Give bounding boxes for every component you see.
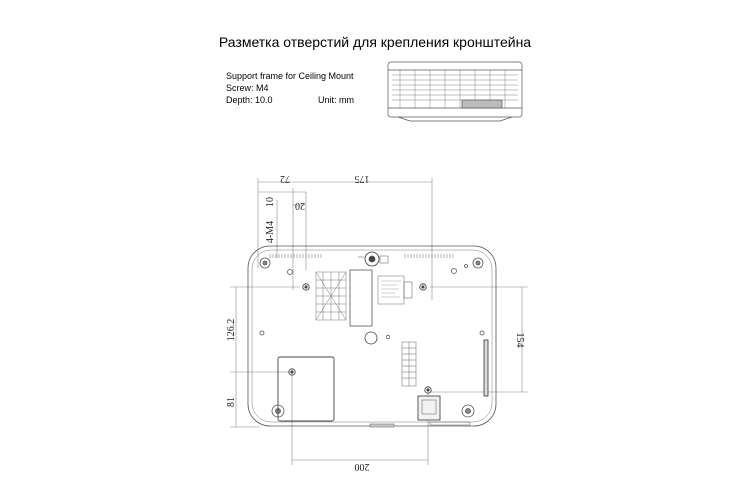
projector-side-view-thumbnail — [388, 62, 522, 121]
speaker-grille — [402, 342, 416, 386]
spec-depth: Depth: 10.0 — [226, 95, 273, 105]
dim-72: 72 — [280, 173, 290, 184]
dim-200: 200 — [354, 461, 370, 472]
spec-screw: Screw: M4 — [226, 83, 269, 93]
dim-20: 20 — [295, 200, 305, 211]
dim-154: 154 — [514, 332, 525, 348]
projector-bottom-view — [248, 246, 496, 427]
spec-label-plate — [378, 276, 404, 304]
lamp-cover — [278, 357, 334, 421]
center-plate — [350, 270, 372, 326]
dim-10: 10 — [265, 197, 276, 207]
front-adjust-foot — [418, 396, 440, 420]
dim-81: 81 — [226, 397, 237, 407]
vent-grid — [316, 272, 346, 320]
dim-126-2: 126.2 — [226, 318, 237, 342]
spec-unit: Unit: mm — [318, 95, 354, 105]
dim-screw-4-m4: 4-M4 — [265, 220, 276, 244]
page-title: Разметка отверстий для крепления кронштейна — [218, 34, 532, 50]
dim-175: 175 — [354, 173, 370, 184]
spec-support-frame: Support frame for Ceiling Mount — [226, 71, 354, 81]
